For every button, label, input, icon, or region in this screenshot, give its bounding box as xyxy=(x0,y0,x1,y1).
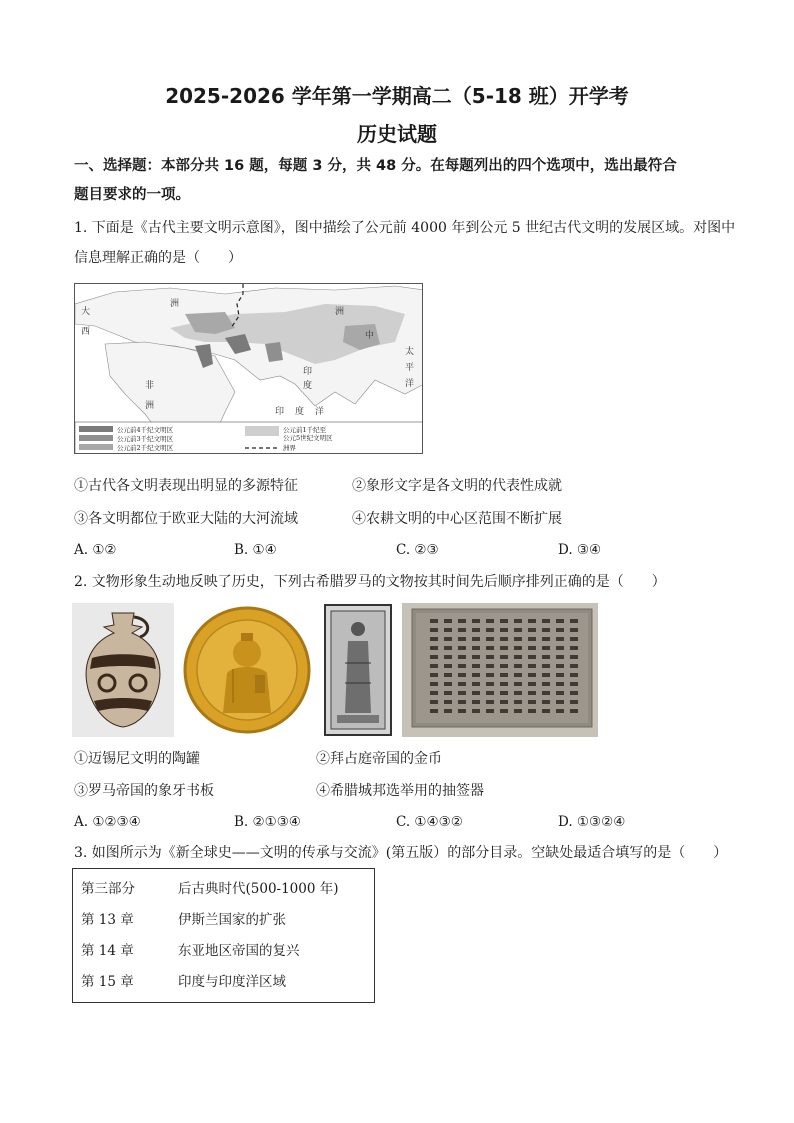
kleroterion-slot xyxy=(472,700,480,704)
kleroterion-slot xyxy=(472,655,480,659)
kleroterion-slot xyxy=(430,655,438,659)
kleroterion-slot xyxy=(500,655,508,659)
q3-table-of-contents xyxy=(72,868,375,1003)
kleroterion-slot xyxy=(556,646,564,650)
kleroterion-slot xyxy=(500,673,508,677)
kleroterion-slot xyxy=(528,691,536,695)
kleroterion-slot xyxy=(458,682,466,686)
map-label: 中 xyxy=(365,331,375,341)
kleroterion-slot xyxy=(514,619,522,623)
section-instruction-line1: 一、选择题：本部分共 16 题，每题 3 分，共 48 分。在每题列出的四个选项中，选出最符合 xyxy=(74,158,677,174)
kleroterion-slot xyxy=(570,709,578,713)
kleroterion-slot xyxy=(542,664,550,668)
kleroterion-slot xyxy=(514,655,522,659)
kleroterion-slot xyxy=(430,664,438,668)
kleroterion-slot xyxy=(528,655,536,659)
kleroterion-slot xyxy=(570,619,578,623)
kleroterion-slot xyxy=(500,700,508,704)
kleroterion-slot xyxy=(500,664,508,668)
kleroterion-slot xyxy=(444,619,452,623)
kleroterion-slot xyxy=(444,628,452,632)
legend-label-4th: 公元前4千纪文明区 xyxy=(117,426,174,434)
kleroterion-slot xyxy=(556,619,564,623)
toc-row-2-left: 第 14 章 xyxy=(81,943,134,959)
map-label: 度 xyxy=(303,381,313,391)
map-label: 印 xyxy=(303,367,313,377)
kleroterion-slot xyxy=(542,637,550,641)
kleroterion-slot xyxy=(458,637,466,641)
kleroterion-slot xyxy=(556,673,564,677)
section-instruction-line2: 题目要求的一项。 xyxy=(74,187,190,203)
kleroterion-slot xyxy=(570,700,578,704)
kleroterion-slot xyxy=(444,700,452,704)
kleroterion-slot xyxy=(570,664,578,668)
kleroterion-slot xyxy=(458,664,466,668)
q2-statement-2: ②拜占庭帝国的金币 xyxy=(316,751,442,767)
q2-statement-1: ①迈锡尼文明的陶罐 xyxy=(74,751,200,767)
map-label: 非 xyxy=(145,381,155,391)
kleroterion-slot xyxy=(514,682,522,686)
kleroterion-slot xyxy=(430,700,438,704)
kleroterion-slot xyxy=(486,664,494,668)
kleroterion-slot xyxy=(542,709,550,713)
kleroterion-slot xyxy=(528,673,536,677)
kleroterion-slot xyxy=(528,628,536,632)
legend-label-3rd: 公元前3千纪文明区 xyxy=(117,435,174,443)
q2-stem: 2. 文物形象生动地反映了历史，下列古希腊罗马的文物按其时间先后顺序排列正确的是（ ） xyxy=(74,574,666,590)
legend-label-1st-b: 公元5世纪文明区 xyxy=(283,434,333,442)
legend-swatch-2nd xyxy=(79,444,113,450)
kleroterion-slot xyxy=(514,691,522,695)
q2-option-b[interactable]: B. ②①③④ xyxy=(234,814,301,830)
kleroterion-slot xyxy=(472,682,480,686)
kleroterion-slot xyxy=(458,646,466,650)
kleroterion-slot xyxy=(430,646,438,650)
kleroterion-slot xyxy=(500,628,508,632)
q2-option-d[interactable]: D. ①③②④ xyxy=(558,814,626,830)
ancient-civilization-map xyxy=(74,283,423,454)
kleroterion-slot xyxy=(486,691,494,695)
kleroterion-slot xyxy=(570,646,578,650)
toc-row-2-right: 东亚地区帝国的复兴 xyxy=(178,943,300,959)
coin-graphic xyxy=(181,603,314,737)
artifact-roman-ivory-tablet xyxy=(323,603,393,737)
map-label: 洋 xyxy=(405,379,415,389)
kleroterion-slot xyxy=(514,709,522,713)
kleroterion-slot xyxy=(472,673,480,677)
kleroterion-slot xyxy=(430,691,438,695)
kleroterion-slot xyxy=(486,637,494,641)
map-label: 太 xyxy=(405,347,415,357)
kleroterion-slot xyxy=(570,691,578,695)
kleroterion-slot xyxy=(570,655,578,659)
legend-label-1st: 公元前1千纪至 xyxy=(283,426,327,434)
kleroterion-slot xyxy=(458,691,466,695)
q3-stem: 3. 如图所示为《新全球史——文明的传承与交流》(第五版）的部分目录。空缺处最适合填写的是（ ） xyxy=(74,845,728,861)
map-label: 度 xyxy=(295,407,305,417)
map-label: 洲 xyxy=(335,307,345,317)
kleroterion-slot xyxy=(430,709,438,713)
map-label: 洋 xyxy=(315,407,325,417)
kleroterion-slot xyxy=(430,673,438,677)
kleroterion-slot xyxy=(486,619,494,623)
kleroterion-slot xyxy=(528,709,536,713)
q1-stem-line1: 1. 下面是《古代主要文明示意图》，图中描绘了公元前 4000 年到公元 5 世纪古代文明的发展区域。对图中 xyxy=(74,220,736,236)
kleroterion-slot xyxy=(444,673,452,677)
artifact-mycenaean-vase xyxy=(72,603,174,737)
q1-stem-line2: 信息理解正确的是（ ） xyxy=(74,250,242,266)
kleroterion-slot xyxy=(556,682,564,686)
kleroterion-slot xyxy=(542,673,550,677)
q2-option-a[interactable]: A. ①②③④ xyxy=(74,814,141,830)
q1-statement-1: ①古代各文明表现出明显的多源特征 xyxy=(74,478,298,494)
kleroterion-slot xyxy=(472,628,480,632)
kleroterion-slot xyxy=(542,691,550,695)
kleroterion-slot xyxy=(556,709,564,713)
kleroterion-slot xyxy=(500,619,508,623)
tablet-graphic xyxy=(323,603,393,737)
kleroterion-slot xyxy=(528,637,536,641)
kleroterion-slot xyxy=(514,628,522,632)
kleroterion-slot xyxy=(570,682,578,686)
kleroterion-slot xyxy=(486,646,494,650)
map-label: 大 xyxy=(81,307,91,317)
kleroterion-slot xyxy=(514,700,522,704)
kleroterion-slot xyxy=(500,646,508,650)
kleroterion-slot xyxy=(458,655,466,659)
kleroterion-slot xyxy=(472,691,480,695)
kleroterion-graphic xyxy=(402,603,598,737)
toc-row-3-right: 印度与印度洋区域 xyxy=(178,974,286,990)
kleroterion-slot xyxy=(542,646,550,650)
map-label: 洲 xyxy=(145,401,155,411)
map-graphic xyxy=(75,284,423,454)
kleroterion-slot xyxy=(542,619,550,623)
kleroterion-slot xyxy=(444,682,452,686)
kleroterion-slot xyxy=(458,709,466,713)
kleroterion-slot xyxy=(458,700,466,704)
legend-swatch-4th xyxy=(79,426,113,432)
kleroterion-slot xyxy=(528,646,536,650)
artifact-byzantine-coin xyxy=(181,603,314,737)
toc-row-0-left: 第三部分 xyxy=(81,881,135,897)
kleroterion-slot xyxy=(458,619,466,623)
kleroterion-slot xyxy=(556,628,564,632)
q1-statement-3: ③各文明都位于欧亚大陆的大河流域 xyxy=(74,511,298,527)
kleroterion-slot xyxy=(570,637,578,641)
kleroterion-slot xyxy=(458,628,466,632)
q2-option-c[interactable]: C. ①④③② xyxy=(396,814,463,830)
kleroterion-slot xyxy=(514,637,522,641)
exam-subtitle: 历史试题 xyxy=(357,122,437,146)
map-label: 印 xyxy=(275,407,285,417)
kleroterion-slot xyxy=(444,664,452,668)
kleroterion-slot xyxy=(444,709,452,713)
q1-option-c[interactable]: C. ②③ xyxy=(396,542,439,558)
map-label: 洲 xyxy=(170,299,180,309)
kleroterion-slot xyxy=(430,628,438,632)
vase-graphic xyxy=(72,603,174,737)
kleroterion-slot xyxy=(556,655,564,659)
kleroterion-slot xyxy=(500,691,508,695)
q1-option-d[interactable]: D. ③④ xyxy=(558,542,602,558)
kleroterion-slot xyxy=(486,628,494,632)
kleroterion-slot xyxy=(472,619,480,623)
legend-swatch-1st xyxy=(245,426,279,436)
toc-row-3-left: 第 15 章 xyxy=(81,974,134,990)
kleroterion-slot xyxy=(514,673,522,677)
q2-statement-3: ③罗马帝国的象牙书板 xyxy=(74,783,214,799)
kleroterion-slot xyxy=(444,655,452,659)
kleroterion-slot xyxy=(472,664,480,668)
legend-label-2nd: 公元前2千纪文明区 xyxy=(117,444,174,452)
kleroterion-slot xyxy=(556,664,564,668)
kleroterion-slot xyxy=(444,646,452,650)
kleroterion-slot xyxy=(500,637,508,641)
map-label: 西 xyxy=(81,327,91,337)
kleroterion-slot xyxy=(542,655,550,659)
kleroterion-slot xyxy=(486,709,494,713)
kleroterion-slot xyxy=(500,682,508,686)
kleroterion-slot xyxy=(528,682,536,686)
artifact-greek-kleroterion xyxy=(402,603,598,737)
map-label: 平 xyxy=(405,363,415,373)
kleroterion-slot xyxy=(472,646,480,650)
kleroterion-slot xyxy=(528,700,536,704)
kleroterion-slot xyxy=(528,619,536,623)
kleroterion-slot xyxy=(486,673,494,677)
kleroterion-slot xyxy=(458,673,466,677)
kleroterion-slot xyxy=(486,655,494,659)
kleroterion-slot xyxy=(486,700,494,704)
kleroterion-slot xyxy=(514,664,522,668)
kleroterion-slot xyxy=(514,646,522,650)
kleroterion-slot xyxy=(542,682,550,686)
kleroterion-slot xyxy=(528,664,536,668)
kleroterion-slot xyxy=(486,682,494,686)
exam-title: 2025-2026 学年第一学期高二（5-18 班）开学考 xyxy=(165,84,629,108)
kleroterion-slot xyxy=(556,637,564,641)
q2-statement-4: ④希腊城邦选举用的抽签器 xyxy=(316,783,484,799)
q1-statement-2: ②象形文字是各文明的代表性成就 xyxy=(352,478,562,494)
toc-row-1-left: 第 13 章 xyxy=(81,912,134,928)
kleroterion-slot xyxy=(444,637,452,641)
kleroterion-slot xyxy=(542,628,550,632)
legend-label-boundary: 洲界 xyxy=(283,444,296,452)
kleroterion-slot xyxy=(472,637,480,641)
kleroterion-slot xyxy=(570,628,578,632)
kleroterion-slot xyxy=(444,691,452,695)
q1-statement-4: ④农耕文明的中心区范围不断扩展 xyxy=(352,511,562,527)
kleroterion-slot xyxy=(430,619,438,623)
toc-row-1-right: 伊斯兰国家的扩张 xyxy=(178,912,286,928)
kleroterion-slot xyxy=(472,709,480,713)
kleroterion-slot xyxy=(556,691,564,695)
kleroterion-slot xyxy=(430,682,438,686)
kleroterion-slot xyxy=(556,700,564,704)
toc-row-0-right: 后古典时代(500-1000 年) xyxy=(178,881,339,897)
kleroterion-slot xyxy=(570,673,578,677)
kleroterion-slot xyxy=(500,709,508,713)
kleroterion-slot xyxy=(542,700,550,704)
q1-option-a[interactable]: A. ①② xyxy=(74,542,117,558)
legend-swatch-3rd xyxy=(79,435,113,441)
kleroterion-slot xyxy=(430,637,438,641)
q1-option-b[interactable]: B. ①④ xyxy=(234,542,277,558)
